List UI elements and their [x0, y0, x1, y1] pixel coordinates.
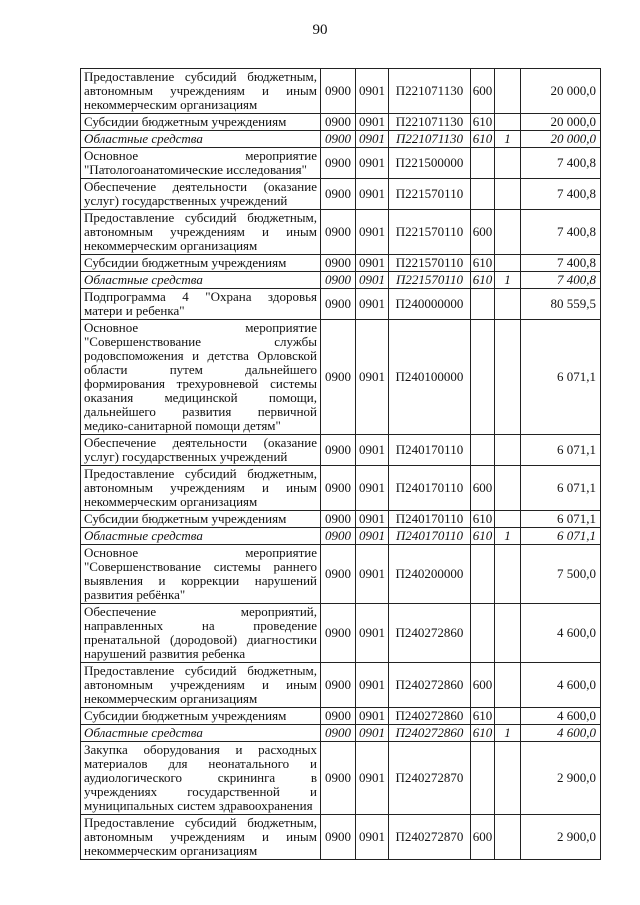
amount-cell: 7 400,8 [521, 148, 601, 179]
table-body [81, 69, 601, 860]
amount-cell: 7 400,8 [521, 210, 601, 255]
amount-cell: 7 400,8 [521, 272, 601, 289]
table-row [81, 604, 601, 663]
section-code-cell: 0901 [356, 725, 389, 742]
funding-source-code-cell [495, 466, 521, 511]
target-article-code-cell: П240000000 [389, 289, 471, 320]
item-name-cell: Областные средства [81, 528, 321, 545]
target-article-code-cell: П240272860 [389, 604, 471, 663]
table-row [81, 179, 601, 210]
funding-source-code-cell [495, 435, 521, 466]
amount-cell: 2 900,0 [521, 815, 601, 860]
expense-type-code-cell [471, 320, 495, 435]
funding-source-code-cell [495, 255, 521, 272]
target-article-code-cell: П221071130 [389, 131, 471, 148]
table-row [81, 466, 601, 511]
target-article-code-cell: П240170110 [389, 466, 471, 511]
funding-source-code-cell [495, 815, 521, 860]
table-row [81, 528, 601, 545]
table-row [81, 69, 601, 114]
table-row [81, 435, 601, 466]
amount-cell: 7 400,8 [521, 255, 601, 272]
target-article-code-cell: П221570110 [389, 272, 471, 289]
expense-type-code-cell [471, 179, 495, 210]
expense-type-code-cell: 610 [471, 511, 495, 528]
item-name-cell: Областные средства [81, 272, 321, 289]
funding-source-code-cell [495, 289, 521, 320]
funding-source-code-cell [495, 663, 521, 708]
table-row [81, 148, 601, 179]
section-code-cell: 0901 [356, 69, 389, 114]
section-code-cell: 0901 [356, 511, 389, 528]
section-code-cell: 0901 [356, 604, 389, 663]
amount-cell: 4 600,0 [521, 725, 601, 742]
amount-cell: 20 000,0 [521, 114, 601, 131]
target-article-code-cell: П240272860 [389, 708, 471, 725]
target-article-code-cell: П221570110 [389, 210, 471, 255]
expense-type-code-cell [471, 545, 495, 604]
item-name-cell: Обеспечение деятельности (оказание услуг) государственных учреждений [81, 435, 321, 466]
expense-type-code-cell: 610 [471, 528, 495, 545]
ministry-code-cell: 0900 [321, 148, 356, 179]
item-name-cell: Закупка оборудования и расходных материалов для неонатального и аудиологического скрининга в учреждениях государственной и муниципальных систем здравоохранения [81, 742, 321, 815]
table-row [81, 708, 601, 725]
section-code-cell: 0901 [356, 255, 389, 272]
section-code-cell: 0901 [356, 131, 389, 148]
target-article-code-cell: П240170110 [389, 528, 471, 545]
amount-cell: 6 071,1 [521, 320, 601, 435]
target-article-code-cell: П240272870 [389, 742, 471, 815]
funding-source-code-cell [495, 148, 521, 179]
table-row [81, 815, 601, 860]
target-article-code-cell: П240200000 [389, 545, 471, 604]
ministry-code-cell: 0900 [321, 210, 356, 255]
expense-type-code-cell: 610 [471, 272, 495, 289]
ministry-code-cell: 0900 [321, 320, 356, 435]
ministry-code-cell: 0900 [321, 179, 356, 210]
amount-cell: 20 000,0 [521, 131, 601, 148]
item-name-cell: Основное мероприятие "Патологоанатомические исследования" [81, 148, 321, 179]
ministry-code-cell: 0900 [321, 545, 356, 604]
section-code-cell: 0901 [356, 815, 389, 860]
item-name-cell: Субсидии бюджетным учреждениям [81, 511, 321, 528]
amount-cell: 6 071,1 [521, 511, 601, 528]
target-article-code-cell: П240100000 [389, 320, 471, 435]
table-row [81, 114, 601, 131]
item-name-cell: Предоставление субсидий бюджетным, автономным учреждениям и иным некоммерческим организациям [81, 466, 321, 511]
ministry-code-cell: 0900 [321, 114, 356, 131]
amount-cell: 2 900,0 [521, 742, 601, 815]
ministry-code-cell: 0900 [321, 272, 356, 289]
amount-cell: 20 000,0 [521, 69, 601, 114]
expense-type-code-cell: 610 [471, 131, 495, 148]
table-row [81, 545, 601, 604]
section-code-cell: 0901 [356, 272, 389, 289]
ministry-code-cell: 0900 [321, 466, 356, 511]
item-name-cell: Основное мероприятие "Совершенствование службы родовспоможения и детства Орловской области путем дальнейшего формирования трехуровневой системы оказания медицинской помощи, дальнейшего развития первичной медико-санитарной помощи детям" [81, 320, 321, 435]
item-name-cell: Субсидии бюджетным учреждениям [81, 255, 321, 272]
table-row [81, 210, 601, 255]
budget-table [80, 68, 601, 860]
table-row [81, 742, 601, 815]
item-name-cell: Субсидии бюджетным учреждениям [81, 708, 321, 725]
item-name-cell: Обеспечение деятельности (оказание услуг) государственных учреждений [81, 179, 321, 210]
funding-source-code-cell [495, 511, 521, 528]
ministry-code-cell: 0900 [321, 663, 356, 708]
expense-type-code-cell [471, 148, 495, 179]
target-article-code-cell: П240272860 [389, 663, 471, 708]
table-row [81, 725, 601, 742]
section-code-cell: 0901 [356, 742, 389, 815]
funding-source-code-cell [495, 320, 521, 435]
ministry-code-cell: 0900 [321, 604, 356, 663]
section-code-cell: 0901 [356, 210, 389, 255]
expense-type-code-cell: 610 [471, 708, 495, 725]
section-code-cell: 0901 [356, 320, 389, 435]
amount-cell: 4 600,0 [521, 604, 601, 663]
funding-source-code-cell: 1 [495, 272, 521, 289]
item-name-cell: Подпрограмма 4 "Охрана здоровья матери и ребенка" [81, 289, 321, 320]
target-article-code-cell: П221570110 [389, 179, 471, 210]
section-code-cell: 0901 [356, 435, 389, 466]
expense-type-code-cell: 600 [471, 663, 495, 708]
table-row [81, 320, 601, 435]
ministry-code-cell: 0900 [321, 528, 356, 545]
item-name-cell: Предоставление субсидий бюджетным, автономным учреждениям и иным некоммерческим организациям [81, 815, 321, 860]
expense-type-code-cell: 610 [471, 255, 495, 272]
target-article-code-cell: П221570110 [389, 255, 471, 272]
target-article-code-cell: П221071130 [389, 69, 471, 114]
section-code-cell: 0901 [356, 545, 389, 604]
item-name-cell: Обеспечение мероприятий, направленных на проведение пренатальной (дородовой) диагностики нарушений развития ребенка [81, 604, 321, 663]
amount-cell: 7 500,0 [521, 545, 601, 604]
section-code-cell: 0901 [356, 708, 389, 725]
amount-cell: 6 071,1 [521, 528, 601, 545]
funding-source-code-cell [495, 708, 521, 725]
ministry-code-cell: 0900 [321, 725, 356, 742]
ministry-code-cell: 0900 [321, 815, 356, 860]
expense-type-code-cell [471, 604, 495, 663]
funding-source-code-cell [495, 604, 521, 663]
section-code-cell: 0901 [356, 528, 389, 545]
expense-type-code-cell: 610 [471, 725, 495, 742]
expense-type-code-cell [471, 742, 495, 815]
amount-cell: 4 600,0 [521, 708, 601, 725]
ministry-code-cell: 0900 [321, 255, 356, 272]
section-code-cell: 0901 [356, 148, 389, 179]
target-article-code-cell: П240272870 [389, 815, 471, 860]
section-code-cell: 0901 [356, 289, 389, 320]
target-article-code-cell: П240272860 [389, 725, 471, 742]
expense-type-code-cell: 600 [471, 210, 495, 255]
ministry-code-cell: 0900 [321, 69, 356, 114]
table-row [81, 663, 601, 708]
target-article-code-cell: П240170110 [389, 511, 471, 528]
amount-cell: 6 071,1 [521, 435, 601, 466]
item-name-cell: Субсидии бюджетным учреждениям [81, 114, 321, 131]
ministry-code-cell: 0900 [321, 435, 356, 466]
ministry-code-cell: 0900 [321, 289, 356, 320]
item-name-cell: Основное мероприятие "Совершенствование системы раннего выявления и коррекции нарушений развития ребёнка" [81, 545, 321, 604]
section-code-cell: 0901 [356, 114, 389, 131]
expense-type-code-cell: 600 [471, 815, 495, 860]
item-name-cell: Областные средства [81, 725, 321, 742]
section-code-cell: 0901 [356, 663, 389, 708]
amount-cell: 6 071,1 [521, 466, 601, 511]
funding-source-code-cell: 1 [495, 528, 521, 545]
table-row [81, 511, 601, 528]
expense-type-code-cell: 600 [471, 69, 495, 114]
item-name-cell: Предоставление субсидий бюджетным, автономным учреждениям и иным некоммерческим организациям [81, 663, 321, 708]
page-number: 90 [312, 22, 328, 38]
expense-type-code-cell: 600 [471, 466, 495, 511]
funding-source-code-cell: 1 [495, 725, 521, 742]
amount-cell: 80 559,5 [521, 289, 601, 320]
ministry-code-cell: 0900 [321, 742, 356, 815]
expense-type-code-cell [471, 289, 495, 320]
table-row [81, 255, 601, 272]
ministry-code-cell: 0900 [321, 131, 356, 148]
section-code-cell: 0901 [356, 179, 389, 210]
funding-source-code-cell [495, 545, 521, 604]
amount-cell: 4 600,0 [521, 663, 601, 708]
funding-source-code-cell [495, 742, 521, 815]
table-row [81, 289, 601, 320]
funding-source-code-cell: 1 [495, 131, 521, 148]
ministry-code-cell: 0900 [321, 708, 356, 725]
item-name-cell: Предоставление субсидий бюджетным, автономным учреждениям и иным некоммерческим организациям [81, 210, 321, 255]
item-name-cell: Областные средства [81, 131, 321, 148]
table-row [81, 131, 601, 148]
expense-type-code-cell [471, 435, 495, 466]
funding-source-code-cell [495, 114, 521, 131]
target-article-code-cell: П221500000 [389, 148, 471, 179]
section-code-cell: 0901 [356, 466, 389, 511]
expense-type-code-cell: 610 [471, 114, 495, 131]
target-article-code-cell: П240170110 [389, 435, 471, 466]
target-article-code-cell: П221071130 [389, 114, 471, 131]
amount-cell: 7 400,8 [521, 179, 601, 210]
table-row [81, 272, 601, 289]
item-name-cell: Предоставление субсидий бюджетным, автономным учреждениям и иным некоммерческим организациям [81, 69, 321, 114]
funding-source-code-cell [495, 210, 521, 255]
ministry-code-cell: 0900 [321, 511, 356, 528]
funding-source-code-cell [495, 69, 521, 114]
funding-source-code-cell [495, 179, 521, 210]
